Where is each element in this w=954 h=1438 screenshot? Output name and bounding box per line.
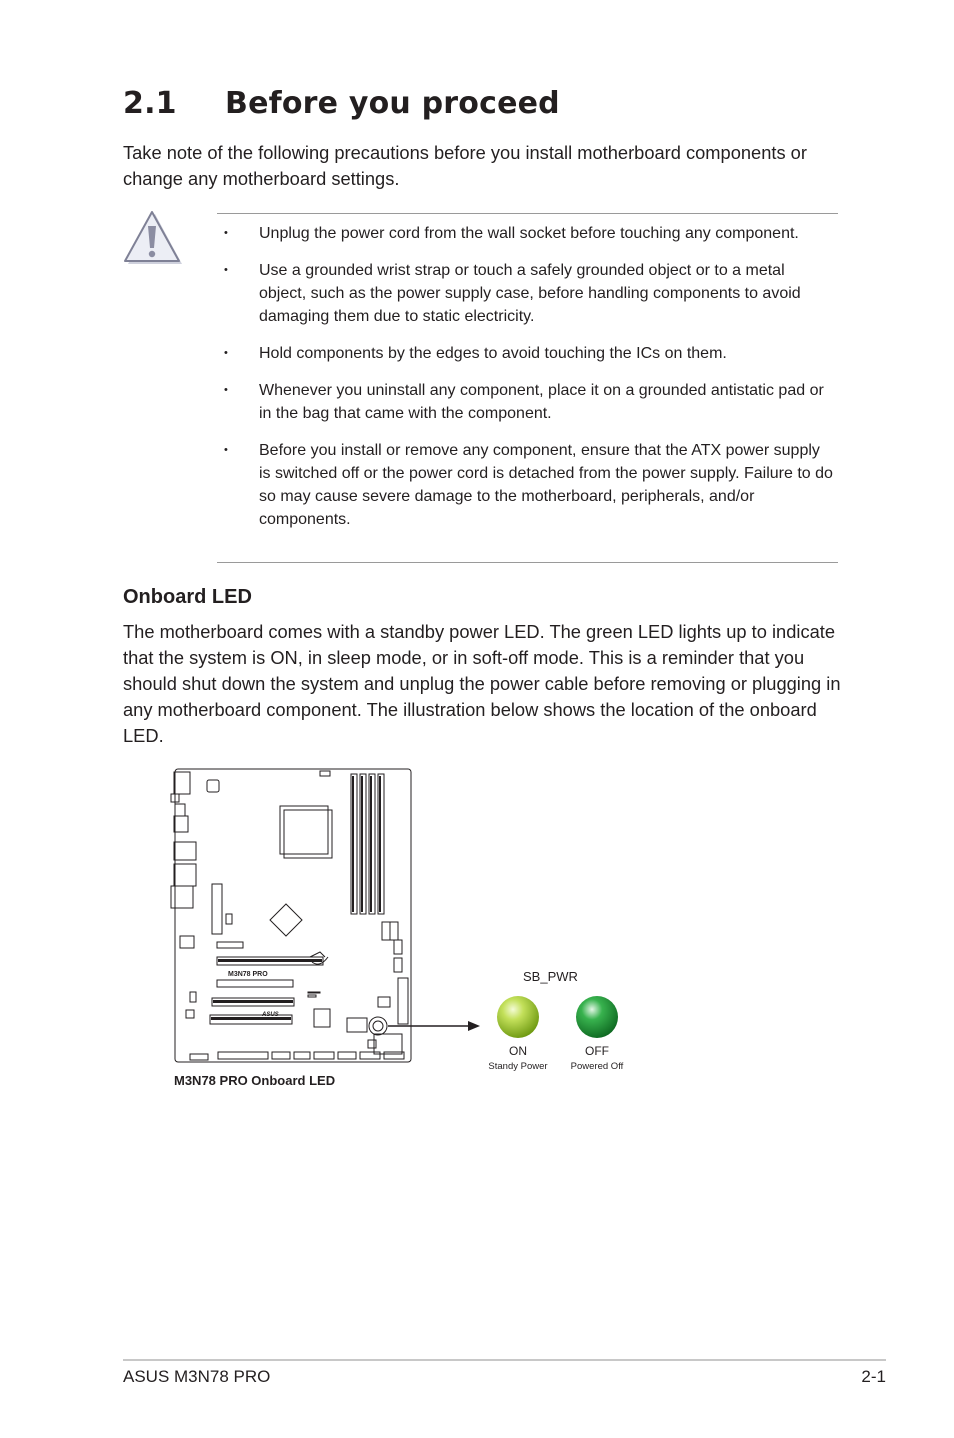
motherboard-led-figure [162,760,632,1095]
onboard-led-paragraph: The motherboard comes with a standby power LED. The green LED lights up to indicate that the system is ON, in sleep mode, or in soft-off mode. This is a reminder that you should shut down the system and unplug the power cable before removing or plugging in any motherboard component. The illustration below shows the location of the onboard LED. [123,621,841,746]
caution-item-text: Use a grounded wrist strap or touch a safely grounded object or to a metal object, such as the power supply case, before handling components to avoid damaging them due to static electricity. [259,262,801,325]
io-ps2 [174,772,190,794]
io-lan [174,842,196,860]
pci-slot [217,980,293,987]
chip [314,1009,330,1027]
figure-caption: M3N78 PRO Onboard LED [174,1073,336,1088]
led-on-label: ON [509,1044,527,1058]
bullet-icon: • [224,347,228,359]
io-usb [174,864,196,886]
io-audio [171,886,193,908]
caution-item [222,259,834,328]
caution-item-text: Unplug the power cord from the wall socket before touching any component. [259,225,799,242]
bullet-icon: • [224,384,228,396]
caution-item [222,222,834,245]
board-led-location [369,1017,387,1035]
caution-top-rule [217,213,838,214]
intro-paragraph: Take note of the following precautions before you install motherboard components or change any motherboard settings. [123,142,807,189]
footer-rule [123,1359,886,1361]
section-title: Before you proceed [225,86,560,121]
caution-item-text: Hold components by the edges to avoid touching the ICs on them. [259,345,727,362]
board-model-label: M3N78 PRO [228,971,268,978]
led-on-icon [497,996,539,1038]
led-off-icon [576,996,618,1038]
footer-page-number: 2-1 [861,1367,886,1386]
caution-item-text: Whenever you uninstall any component, place it on a grounded antistatic pad or in the bag that came with the component. [259,382,824,422]
caution-item [222,342,834,365]
io-vga [174,816,188,832]
bullet-icon: • [224,227,228,239]
led-off-label: OFF [585,1044,609,1058]
asus-logo-label: ASUS [262,1012,279,1018]
section-heading [123,86,560,121]
caution-list [222,222,834,545]
led-on-sublabel: Standy Power [488,1061,548,1072]
footer-product-name: ASUS M3N78 PRO [123,1367,271,1386]
bullet-icon: • [224,264,228,276]
caution-item [222,379,834,425]
section-number: 2.1 [123,86,177,121]
cpu-socket [280,806,328,854]
chipset [270,904,302,936]
caution-item [222,439,834,531]
onboard-led-heading: Onboard LED [123,586,252,608]
caution-triangle-icon [122,210,184,268]
sb-pwr-label: SB_PWR [523,969,578,984]
bullet-icon: • [224,444,228,456]
caution-item-text: Before you install or remove any component, ensure that the ATX power supply is switched off or the power cord is detached from the power supply. Failure to do so may cause severe damage to the motherboard, peripherals, and/or components. [259,442,833,528]
caution-bottom-rule [217,562,838,563]
led-off-sublabel: Powered Off [570,1061,624,1072]
atx-power-connector [398,978,408,1024]
